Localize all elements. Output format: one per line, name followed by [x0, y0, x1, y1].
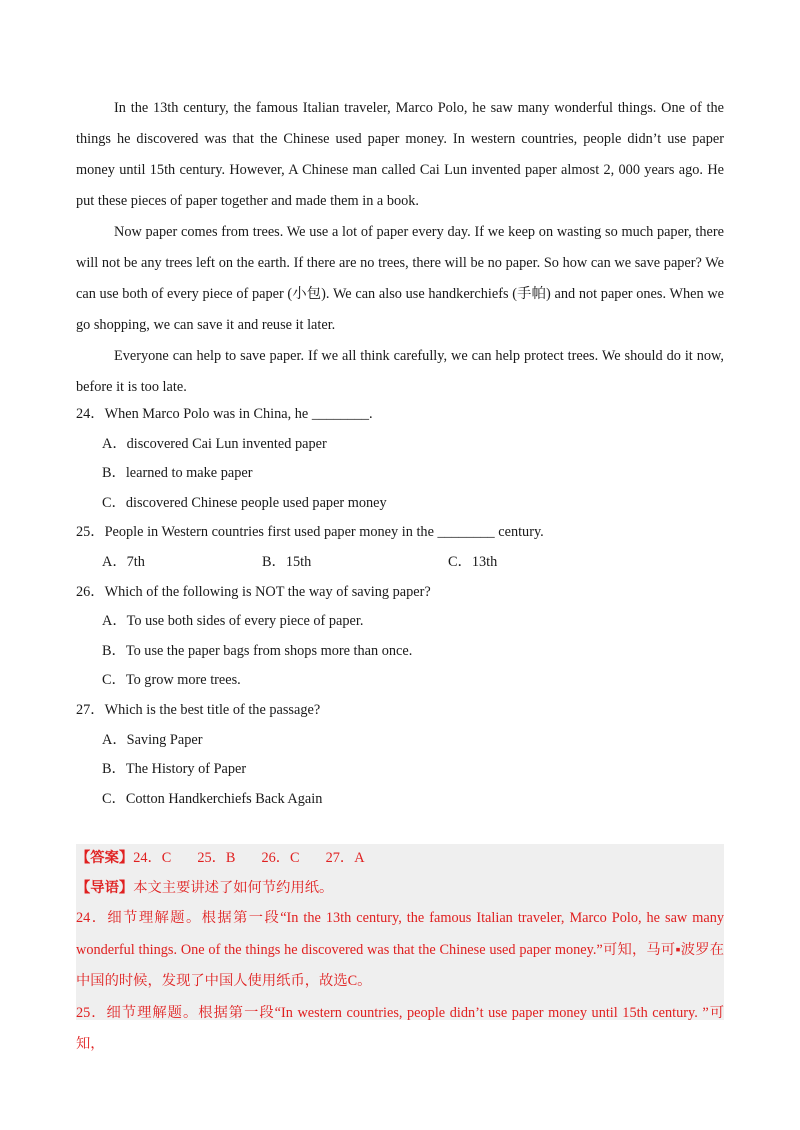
- question-24-option-a: A．discovered Cai Lun invented paper: [102, 435, 327, 452]
- explanation-25: 25．细节理解题。根据第一段“In western countries, people didn’t use paper money until 15th century. ”可知，: [76, 1004, 724, 1053]
- question-24-option-b: B．learned to make paper: [102, 465, 253, 482]
- answer-25: 25．B: [197, 850, 236, 866]
- question-24-option-c: C．discovered Chinese people used paper money: [102, 494, 387, 511]
- question-25-option-b: B．15th: [262, 553, 312, 570]
- reading-passage: [76, 93, 724, 403]
- question-26-stem: 26．Which of the following is NOT the way of saving paper?: [76, 583, 431, 600]
- question-26-option-b: B．To use the paper bags from shops more than once.: [102, 642, 413, 659]
- question-26-option-a: A．To use both sides of every piece of paper.: [102, 613, 364, 630]
- passage-paragraph-3: Everyone can help to save paper. If we all think carefully, we can help protect trees. We should do it now, before it is too late.: [76, 348, 724, 395]
- question-27-option-b: B．The History of Paper: [102, 761, 247, 778]
- question-24-stem: 24．When Marco Polo was in China, he ________.: [76, 406, 373, 422]
- question-27-stem: 27．Which is the best title of the passage?: [76, 701, 321, 718]
- passage-paragraph-1: In the 13th century, the famous Italian traveler, Marco Polo, he saw many wonderful things. One of the things he discovered was that the Chinese used paper money. In western countries, people didn’t use paper money until 15th century. However, A Chinese man called Cai Lun invented paper almost 2, 000 years ago. He put these pieces of paper together and made them in a book.: [76, 100, 724, 209]
- guide-line: [76, 874, 724, 904]
- answer-24: 24．C: [133, 850, 172, 866]
- answer-tag: 【答案】: [76, 850, 134, 866]
- passage-paragraph-2: Now paper comes from trees. We use a lot of paper every day. If we keep on wasting so much paper, there will not be any trees left on the earth. If there are no trees, there will be no paper. So how can we save paper? We can use both of every piece of paper (小包). We can also use handkerchiefs (手帕) and not paper ones. When we go shopping, we can save it and reuse it later.: [76, 224, 724, 333]
- answer-key-line: [76, 844, 724, 874]
- question-27-option-a: A．Saving Paper: [102, 731, 203, 748]
- answer-section: [76, 844, 724, 1053]
- question-25-stem: 25．People in Western countries first used paper money in the ________ century.: [76, 524, 544, 541]
- guide-text: 本文主要讲述了如何节约用纸。: [133, 879, 334, 896]
- guide-tag: 【导语】: [76, 879, 134, 896]
- answer-26: 26．C: [261, 850, 300, 866]
- answer-27: 27．A: [325, 850, 365, 866]
- question-25-options: [76, 548, 724, 578]
- question-25-option-a: A．7th: [102, 553, 145, 570]
- question-25-option-c: C．13th: [448, 553, 498, 570]
- explanation-24: 24．细节理解题。根据第一段“In the 13th century, the famous Italian traveler, Marco Polo, he saw many wonderful things. One of the things he discovered was that the Chinese used paper money.”可知，马可▪波罗在中国的时候，发现了中国人使用纸币，故选C。: [76, 910, 724, 990]
- question-list: [76, 400, 724, 814]
- question-27-option-c: C．Cotton Handkerchiefs Back Again: [102, 790, 323, 807]
- question-26-option-c: C．To grow more trees.: [102, 672, 241, 689]
